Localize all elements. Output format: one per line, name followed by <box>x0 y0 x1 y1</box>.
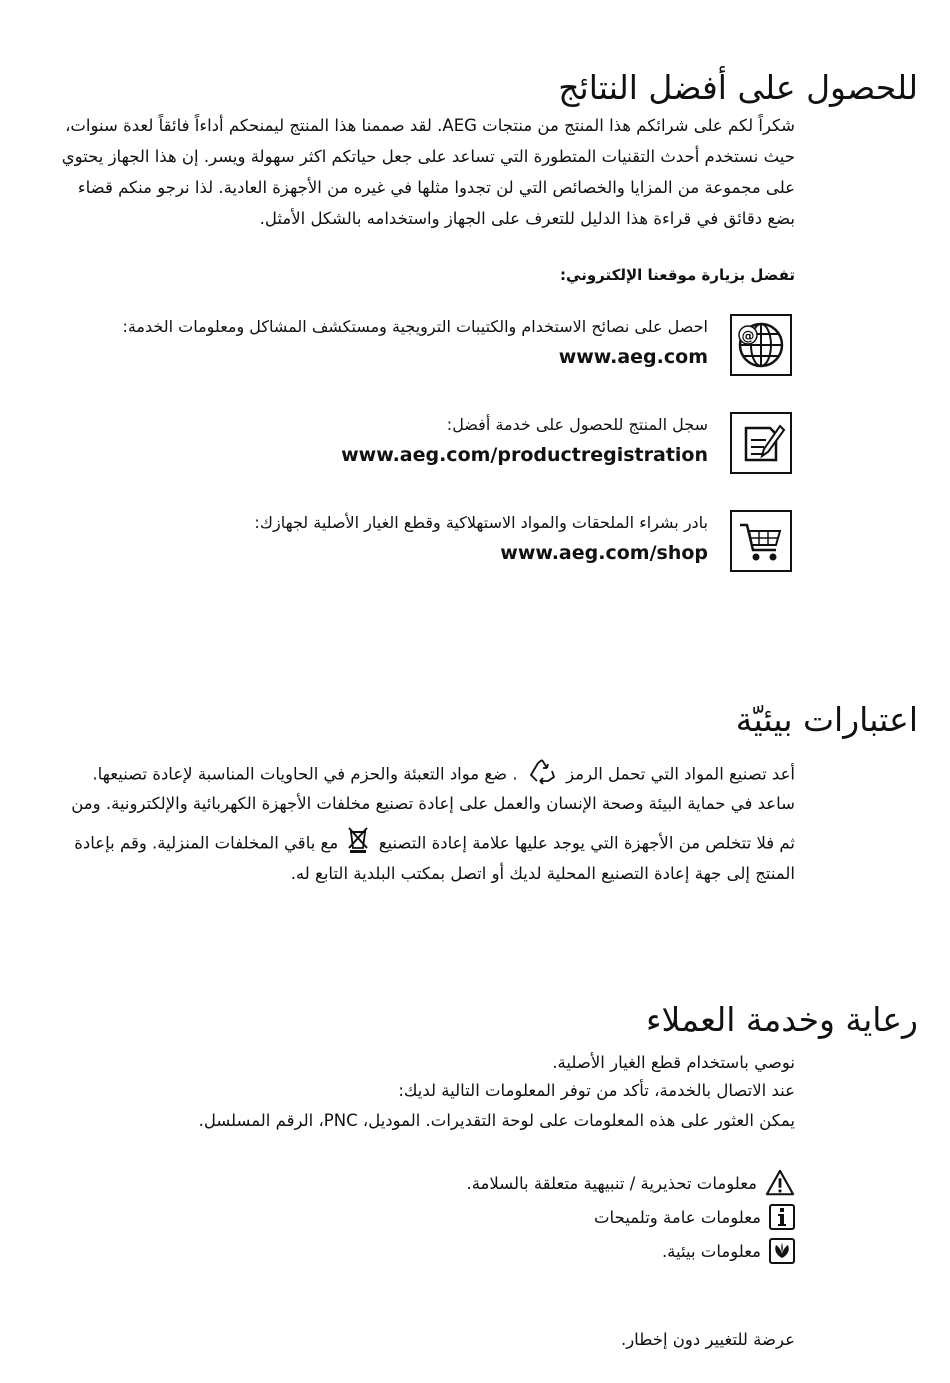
link-row-shop <box>254 510 792 576</box>
section-title-best-results: للحصول على أفضل النتائج <box>558 68 918 107</box>
intro-line: شكراً لكم على شرائكم هذا المنتج من منتجات AEG. لقد صممنا هذا المنتج ليمنحكم أداءاً فائقاً لعدة سنوات، <box>65 116 795 135</box>
link-url-registration[interactable]: www.aeg.com/productregistration <box>341 444 708 466</box>
care-line-3: يمكن العثور على هذه المعلومات على لوحة التقديرات. الموديل، PNC، الرقم المسلسل. <box>198 1111 795 1130</box>
link-url-shop[interactable]: www.aeg.com/shop <box>500 542 708 564</box>
document-pen-icon <box>730 412 792 474</box>
env-line-1 <box>92 757 795 793</box>
recycle-icon <box>527 757 557 793</box>
warning-triangle-icon <box>765 1168 795 1198</box>
env-line-2: ساعد في حماية البيئة وصحة الإنسان والعمل على إعادة تصنيع مخلفات الأجهزة الكهربائية والإلكترونية. ومن <box>71 794 795 813</box>
env-text: مع باقي المخلفات المنزلية. وقم بإعادة <box>74 833 339 853</box>
shopping-cart-icon <box>730 510 792 572</box>
section-title-customer-care: رعاية وخدمة العملاء <box>646 1000 918 1039</box>
link-url-aeg[interactable]: www.aeg.com <box>558 346 708 368</box>
intro-line: حيث نستخدم أحدث التقنيات المتطورة التي تساعد على جعل حياتكم اكثر سهولة ويسر. إن هذا الجهاز يحتوي <box>61 147 795 166</box>
link-row-registration <box>292 412 792 478</box>
care-line-1: نوصي باستخدام قطع الغيار الأصلية. <box>552 1053 795 1072</box>
legend-text: معلومات عامة وتلميحات <box>594 1207 761 1227</box>
crossed-bin-icon <box>347 826 369 862</box>
legend-text: معلومات بيئية. <box>661 1241 761 1261</box>
env-text: . ضع مواد التعبئة والحزم في الحاويات المناسبة لإعادة تصنيعها. <box>92 764 518 784</box>
intro-line: بضع دقائق في قراءة هذا الدليل للتعرف على الجهاز واستخدامه بالشكل الأمثل. <box>259 209 795 228</box>
intro-line: على مجموعة من المزايا والخصائص التي لن تجدوا مثلها في غيره من الأجهزة العادية. لذا نرجو منكم قضاء <box>77 178 795 197</box>
link-row-support <box>122 314 792 380</box>
visit-website-label: تفضل بزيارة موقعنا الإلكتروني: <box>560 266 795 284</box>
leaf-icon <box>769 1238 795 1264</box>
footer-notice: عرضة للتغيير دون إخطار. <box>620 1330 795 1349</box>
intro-paragraph <box>35 110 795 234</box>
info-icon <box>769 1204 795 1230</box>
care-line-2: عند الاتصال بالخدمة، تأكد من توفر المعلومات التالية لديك: <box>398 1081 795 1100</box>
env-text: ثم فلا تتخلص من الأجهزة التي يوجد عليها علامة إعادة التصنيع <box>378 833 795 853</box>
legend-text: معلومات تحذيرية / تنبيهية متعلقة بالسلامة. <box>466 1173 757 1193</box>
link-description: بادر بشراء الملحقات والمواد الاستهلاكية وقطع الغيار الأصلية لجهازك: <box>254 513 708 532</box>
legend-row-info <box>594 1201 795 1233</box>
env-text: أعد تصنيع المواد التي تحمل الرمز <box>566 764 795 784</box>
env-line-4: المنتج إلى جهة إعادة التصنيع المحلية لديك أو اتصل بمكتب البلدية التابع له. <box>290 864 795 883</box>
legend-row-warning <box>466 1167 795 1199</box>
legend-row-environment <box>662 1235 795 1267</box>
link-description: سجل المنتج للحصول على خدمة أفضل: <box>446 415 708 434</box>
section-title-environment: اعتبارات بيئيّة <box>735 700 918 739</box>
svg-text:@: @ <box>741 329 755 344</box>
link-description: احصل على نصائح الاستخدام والكتيبات الترويجية ومستكشف المشاكل ومعلومات الخدمة: <box>122 317 708 336</box>
globe-at-icon <box>730 314 792 376</box>
env-line-3 <box>74 826 795 862</box>
